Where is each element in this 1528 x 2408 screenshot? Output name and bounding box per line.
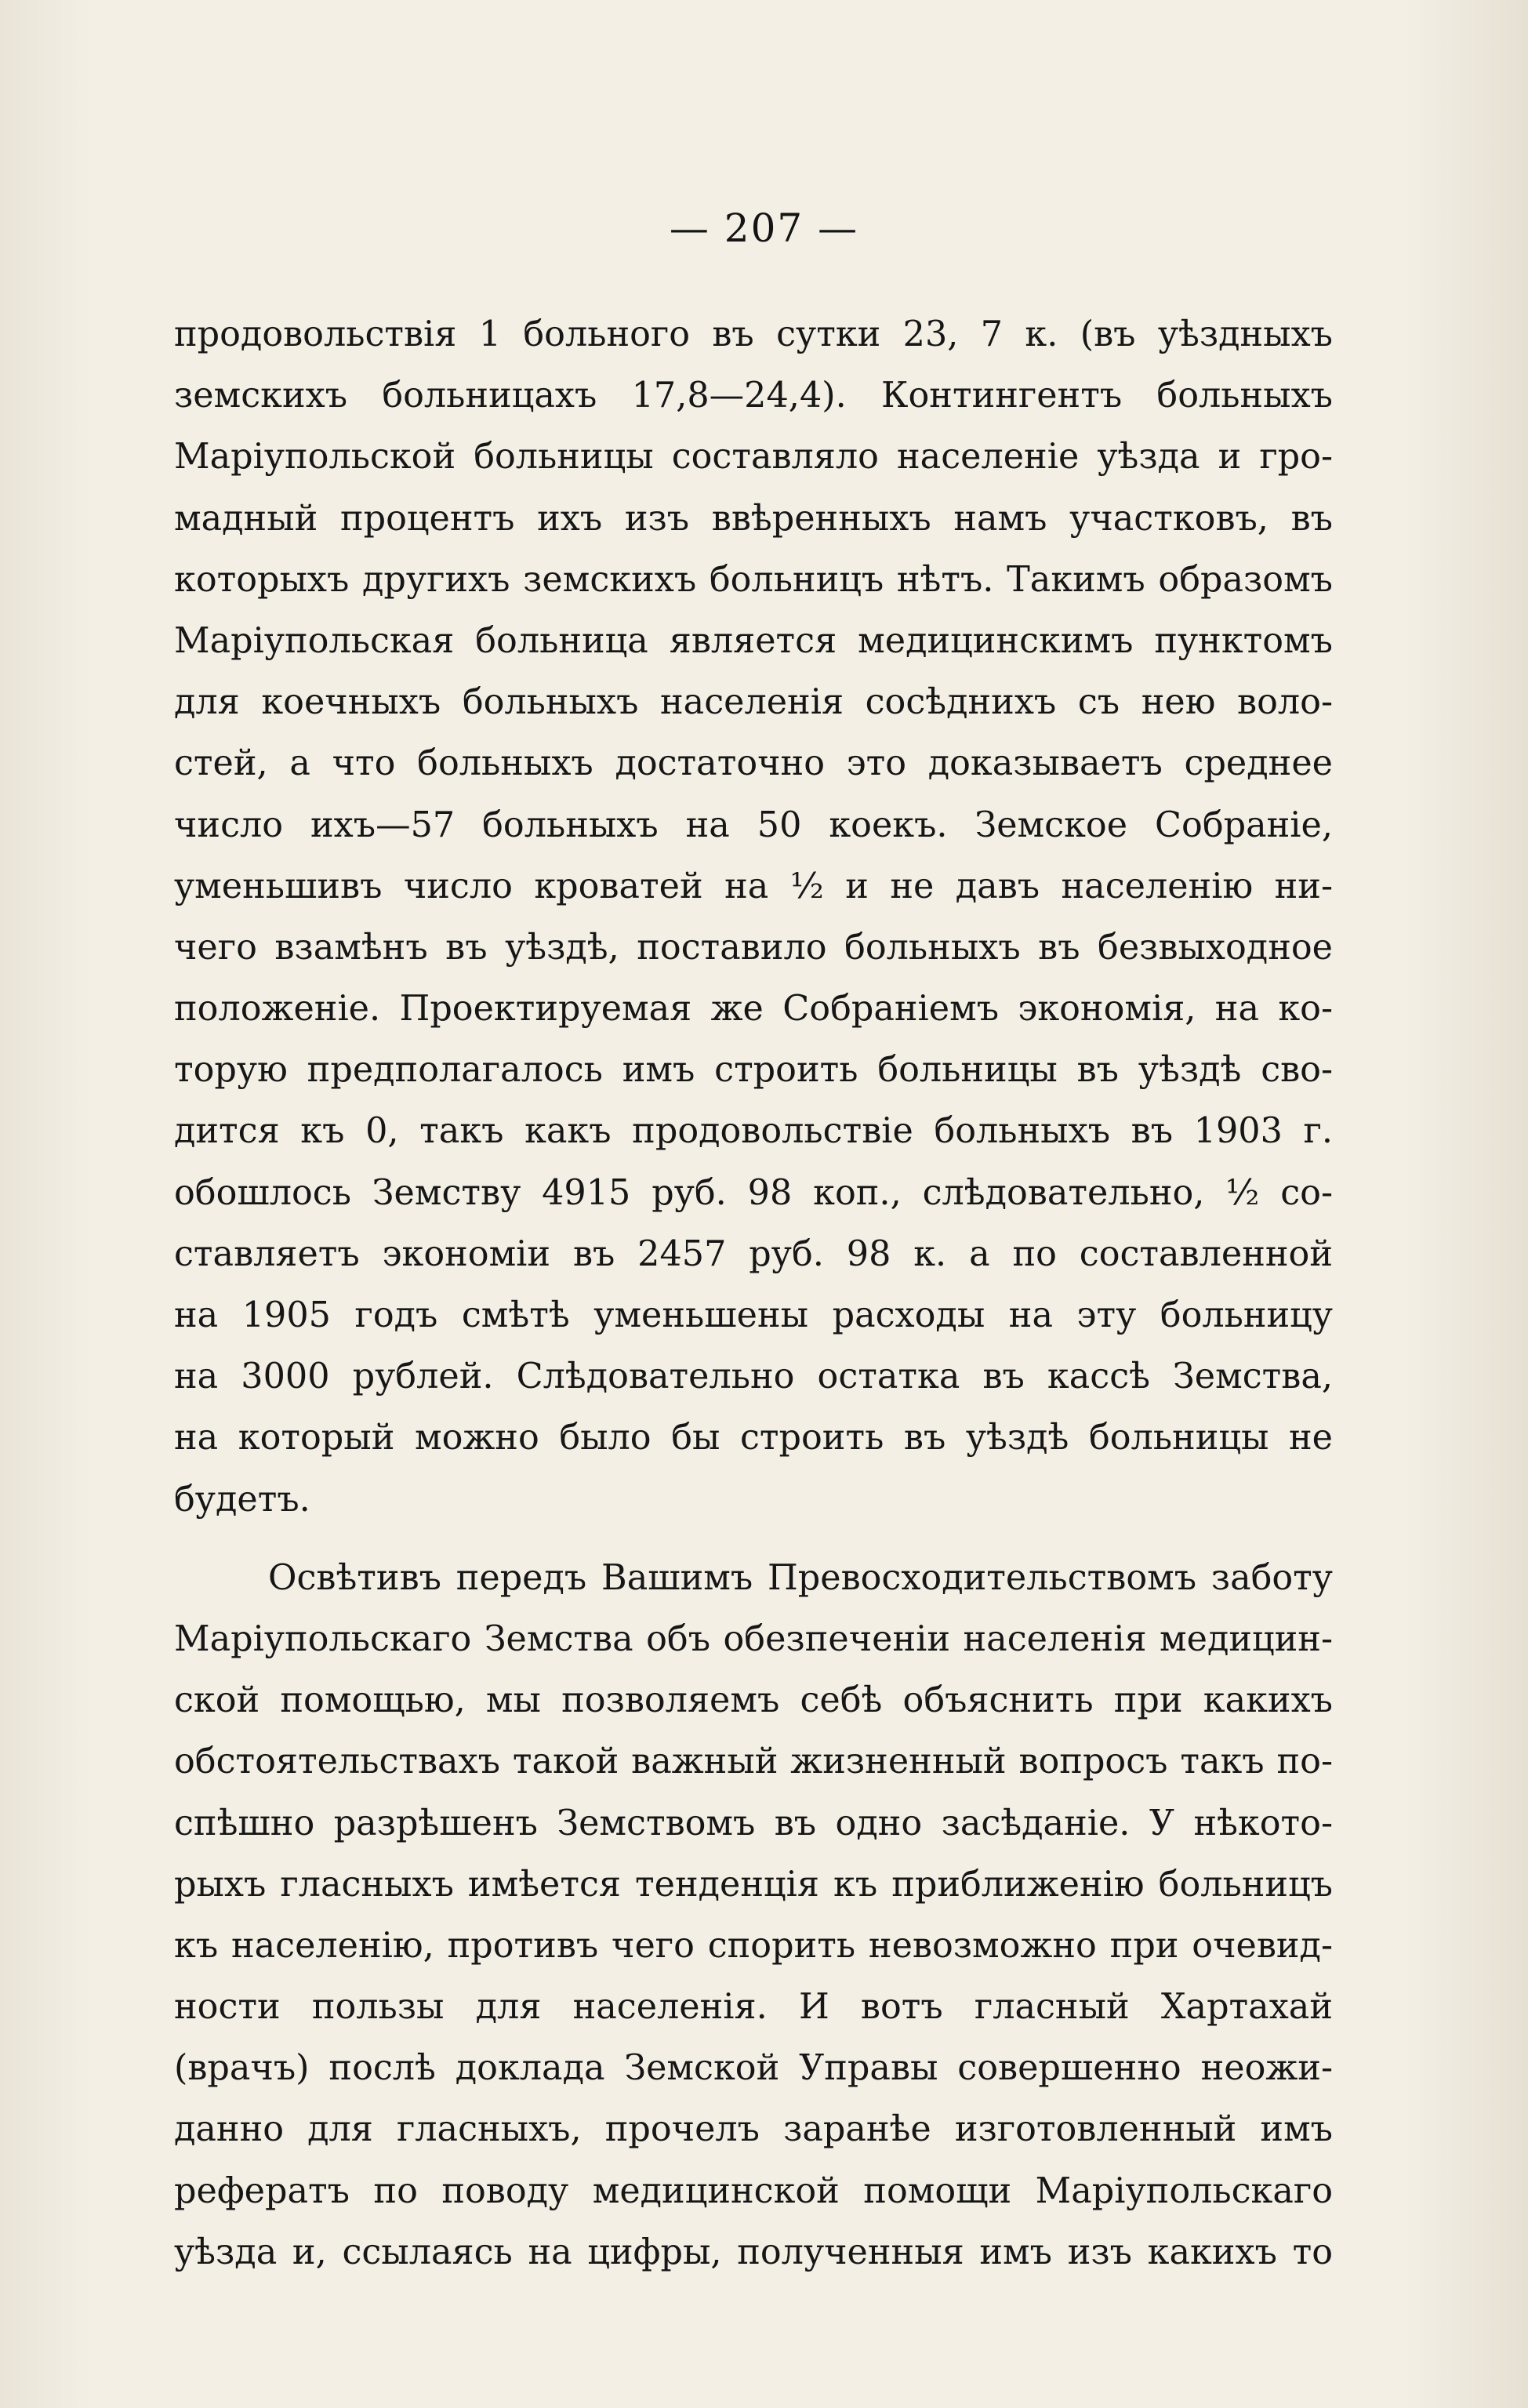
text-line: ности пользы для населенія. И вотъ гласный Хартахай bbox=[174, 1987, 1333, 2028]
text-line: будетъ. bbox=[174, 1479, 310, 1520]
page-number: — 207 — bbox=[669, 205, 859, 251]
text-line: уменьшивъ число кроватей на ½ и не давъ населенію ни- bbox=[174, 866, 1333, 906]
text-line: данно для гласныхъ, прочелъ заранѣе изготовленный имъ bbox=[174, 2109, 1333, 2150]
text-line: къ населенію, противъ чего спорить невозможно при очевид- bbox=[174, 1925, 1333, 1966]
paragraph-1 bbox=[174, 304, 1333, 1531]
text-line: рефератъ по поводу медицинской помощи Маріупольскаго bbox=[174, 2170, 1333, 2211]
text-line: чего взамѣнъ въ уѣздѣ, поставило больныхъ въ безвыходное bbox=[174, 927, 1333, 968]
text-line: на 3000 рублей. Слѣдовательно остатка въ кассѣ Земства, bbox=[174, 1357, 1333, 1397]
text-line: (врачъ) послѣ доклада Земской Управы совершенно неожи- bbox=[174, 2048, 1333, 2089]
text-line: торую предполагалось имъ строить больницы въ уѣздѣ сво- bbox=[174, 1050, 1333, 1091]
text-line: число ихъ—57 больныхъ на 50 коекъ. Земское Собраніе, bbox=[174, 804, 1333, 845]
text-line: спѣшно разрѣшенъ Земствомъ въ одно засѣданіе. У нѣкото- bbox=[174, 1803, 1333, 1843]
text-line: ставляетъ экономіи въ 2457 руб. 98 к. а по составленной bbox=[174, 1233, 1333, 1274]
text-line: Маріупольской больницы составляло населеніе уѣзда и гро- bbox=[174, 437, 1333, 478]
text-line: стей, а что больныхъ достаточно это доказываетъ среднее bbox=[174, 743, 1333, 784]
text-line: Освѣтивъ передъ Вашимъ Превосходительствомъ заботу bbox=[268, 1557, 1333, 1598]
text-line: дится къ 0, такъ какъ продовольствіе больныхъ въ 1903 г. bbox=[174, 1111, 1333, 1152]
text-line: ской помощью, мы позволяемъ себѣ объяснить при какихъ bbox=[174, 1680, 1333, 1721]
text-line: которыхъ другихъ земскихъ больницъ нѣтъ. Такимъ образомъ bbox=[174, 559, 1333, 600]
paragraph-gap bbox=[174, 1531, 1333, 1548]
text-line: обошлось Земству 4915 руб. 98 коп., слѣдовательно, ½ со- bbox=[174, 1172, 1333, 1213]
text-line: земскихъ больницахъ 17,8—24,4). Контингентъ больныхъ bbox=[174, 376, 1333, 416]
text-line: продовольствія 1 больного въ сутки 23, 7 к. (въ уѣздныхъ bbox=[174, 314, 1333, 354]
text-line: на который можно было бы строить въ уѣздѣ больницы не bbox=[174, 1418, 1333, 1458]
text-line: для коечныхъ больныхъ населенія сосѣднихъ съ нею воло- bbox=[174, 682, 1333, 723]
text-line: Маріупольскаго Земства объ обезпеченіи населенія медицин- bbox=[174, 1618, 1333, 1659]
body-text bbox=[174, 304, 1333, 2283]
paragraph-2 bbox=[174, 1548, 1333, 2283]
text-line: рыхъ гласныхъ имѣется тенденція къ приближенію больницъ bbox=[174, 1864, 1333, 1905]
text-line: мадный процентъ ихъ изъ ввѣренныхъ намъ участковъ, въ bbox=[174, 498, 1333, 539]
text-line: Маріупольская больница является медицинскимъ пунктомъ bbox=[174, 620, 1333, 661]
text-line: на 1905 годъ смѣтѣ уменьшены расходы на эту больницу bbox=[174, 1295, 1333, 1335]
text-line: уѣзда и, ссылаясь на цифры, полученныя имъ изъ какихъ то bbox=[174, 2232, 1333, 2272]
text-line: обстоятельствахъ такой важный жизненный вопросъ такъ по- bbox=[174, 1742, 1333, 1782]
text-line: положеніе. Проектируемая же Собраніемъ экономія, на ко- bbox=[174, 989, 1333, 1030]
